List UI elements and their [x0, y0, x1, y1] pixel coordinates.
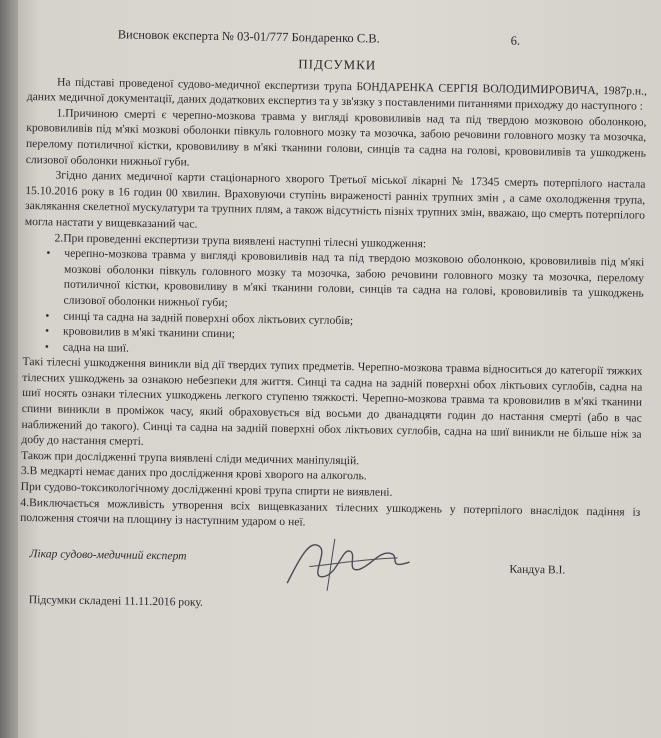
point-3-alcohol: 3.В медкарті немає даних про дослідження крові хворого на алкоголь.	[20, 464, 367, 483]
document-content	[19, 18, 648, 617]
page-number: 6.	[510, 33, 521, 48]
injury-item: • крововилив в м'які тканини спини;	[63, 324, 643, 349]
point-2-intro: 2.При проведенні експертизи трупа виявлені наступні тілесні ушкодження:	[54, 230, 427, 250]
injury-item: • синці та садна на задній поверхні обох ліктьових суглобів;	[63, 308, 643, 333]
expert-name: Кандуа В.І.	[509, 562, 566, 577]
closing-date: Підсумки складені 11.11.2016 року.	[28, 592, 204, 609]
signature-block	[19, 540, 640, 602]
point-4-fall-exclusion: 4.Виключається можливість утворення всіх вищевказаних тілесних ушкоджень у потерпілого внаслідок падіння із положення стоячи на площину із наступним ударом о неї.	[20, 495, 641, 529]
section-title: ПІДСУМКИ	[298, 56, 377, 73]
point-2-severity: Такі тілесні ушкодження виникли від дії твердих тупих предметів. Черепно-мозкова травма відноситься до категорії тяжких тілесних ушкоджень за ознакою небезпеки для життя. Синці та садна на задній поверхні обох ліктьових суглобів, садна на шиї носять ознаки тілесних ушкоджень легкого ступеню тяжкості. Черепно-мозкова травма та крововилив в м'які тканини спини виникли в проміжок часу, який обраховується від восьми до дванадцяти годин до настання смерті (або в час наближений до такого). Синці та садна на задній поверхні обох ліктьових суглобів, садна на шиї виникли не більше ніж за добу до настання смерті.	[21, 355, 643, 449]
intro-paragraph: На підставі проведеної судово-медичної експертизи трупа БОНДАРЕНКА СЕРГІЯ ВОЛОДИМИРОВИЧА, 1987р.н., даних медичної документації, даних додаткових експертиз та у зв'язку з поставленими питаннями приходжу до наступного :	[26, 75, 648, 113]
point-1-time-of-death: Згідно даних медичної карти стаціонарного хворого Третьої міської лікарні № 17345 смерть потерпілого настала 15.10.2016 року в 16 годин 00 хвилин. Враховуючи ступінь вираженості ранніх трупних змін , а саме охолодження трупа, заклякання скелетної мускулатури та трупних плям, а також відсутність пізніх трупних змін, вважаю, що смерть потерпілого могла настати у вищевказаний час.	[24, 168, 646, 231]
point-2-manipulations: Також при дослідженні трупа виявлені сліди медичних маніпуляцій.	[21, 448, 360, 468]
header-text: Висновок експерта № 03-01/777 Бондаренко С.В.	[117, 27, 380, 46]
expert-role: Лікар судово-медичний експерт	[29, 546, 187, 563]
point-3-toxicology: При судово-токсикологічному дослідженні крові трупа спирти не виявлені.	[20, 479, 393, 499]
injury-item: • черепно-мозкова травма у вигляді крововиливів над та під твердою мозковою оболонкою, крововиливів під м'які мозкові оболонки півкуль головного мозку та мозочка, забою речовини головного мозку та мозочка, перелому потиличної кістки, крововиливу в м'які тканини голови, синців та садна на голові, крововиливів та ушкоджень слизової оболонки нижньої губи;	[63, 246, 644, 317]
point-1-cause-of-death: 1.Причиною смерті є черепно-мозкова травма у вигляді крововиливів над та під твердою мозковою оболонкою, крововиливів під м'які мозкові оболонки півкуль головного мозку та мозочка, забою речовини головного мозку та мозочка, перелому потиличної кістки, крововиливу в м'які тканини голови, синців та садна на голові, крововиливів та ушкоджень слизової оболонки нижньої губи.	[25, 106, 647, 169]
page-header	[28, 18, 648, 52]
injuries-list	[23, 245, 645, 364]
handwritten-signature-icon	[279, 528, 420, 600]
injury-item: • садна на шиї.	[63, 339, 643, 364]
